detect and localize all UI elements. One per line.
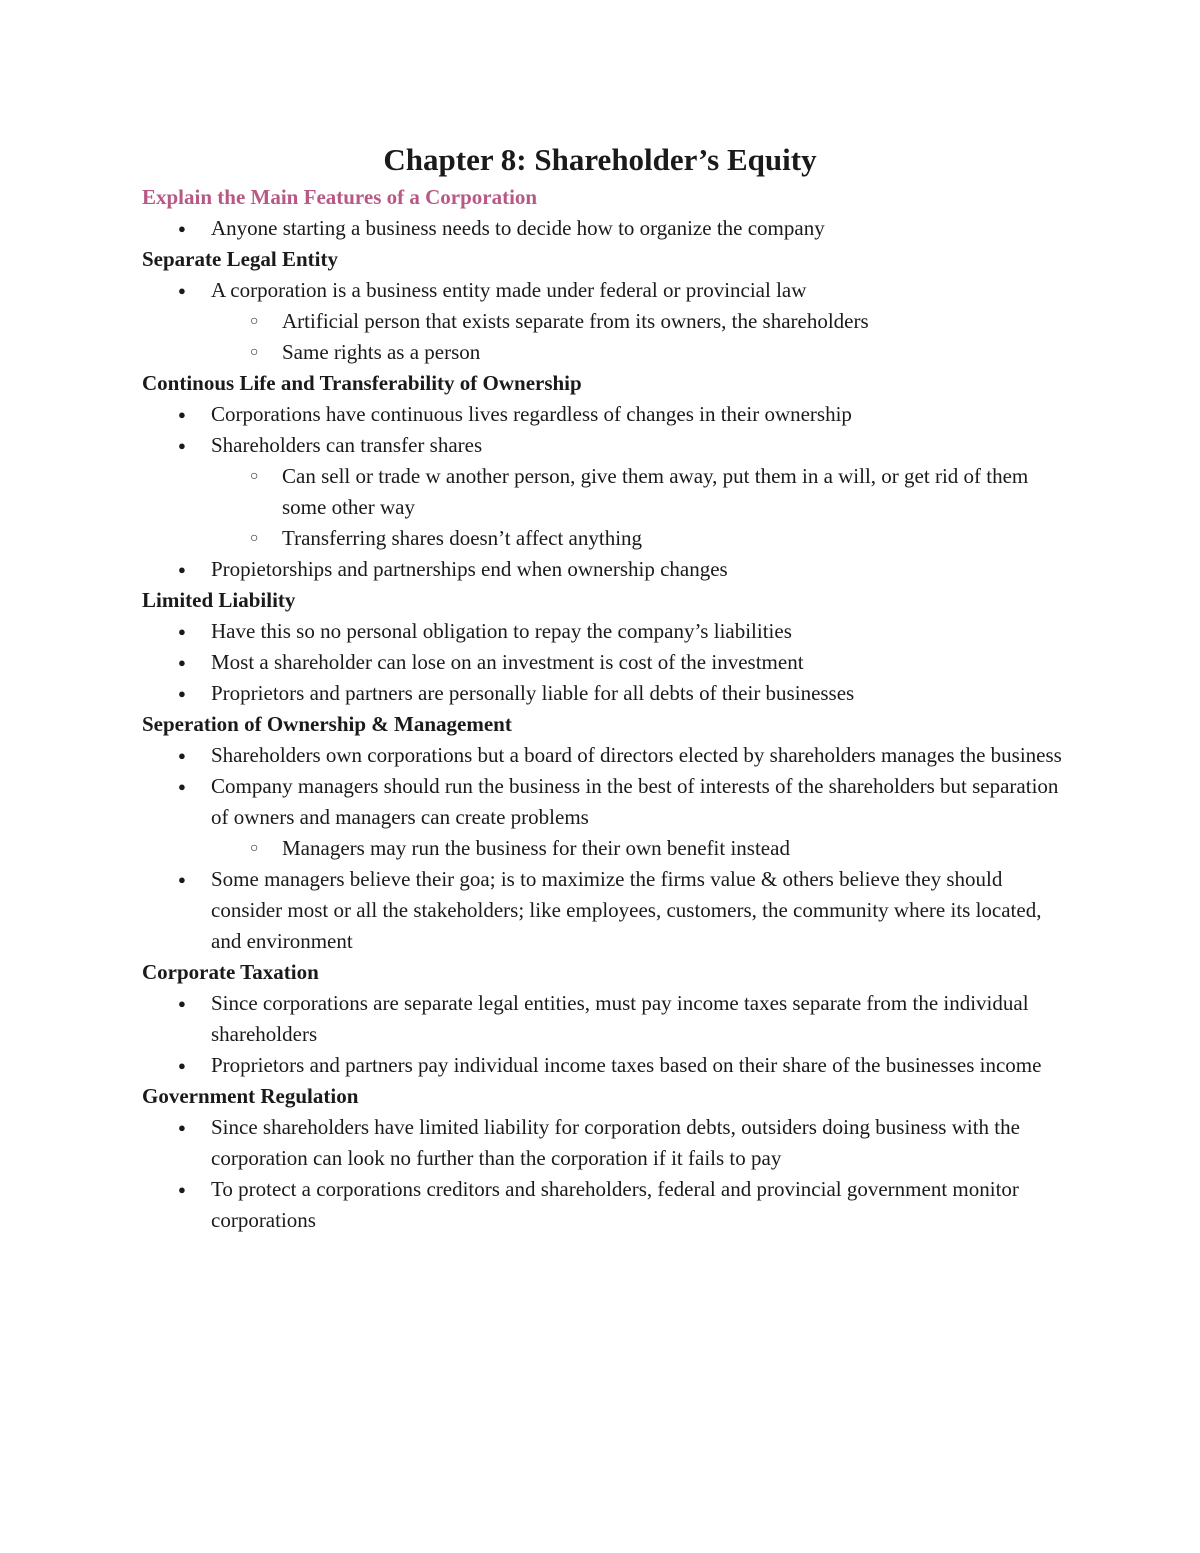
document-body [142,182,1067,1236]
bullet-icon: ● [178,407,186,422]
bullet-icon: ● [178,1120,186,1135]
list-item [142,616,1067,647]
list-item-text: Some managers believe their goa; is to maximize the firms value & others believe they should consider most or all the stakeholders; like employees, customers, the community where its located, and environment [211,867,1042,953]
bullet-icon: ● [178,779,186,794]
list-item-text: Shareholders can transfer shares [211,433,483,457]
list-item [142,864,1067,957]
bullet-icon: ● [178,1182,186,1197]
list-item-text: Proprietors and partners pay individual income taxes based on their share of the businesses income [211,1053,1042,1077]
list-item-text: Shareholders own corporations but a board of directors elected by shareholders manages the business [211,743,1062,767]
sub-list-item [142,523,1067,554]
sub-list-item-text: Artificial person that exists separate from its owners, the shareholders [282,309,869,333]
list-item-text: Since corporations are separate legal entities, must pay income taxes separate from the individual shareholders [211,991,1029,1046]
bullet-list [142,1112,1067,1236]
section-heading: Limited Liability [142,588,296,612]
hollow-bullet-icon: ○ [250,314,259,329]
bullet-list [142,740,1067,957]
list-item-text: To protect a corporations creditors and shareholders, federal and provincial government monitor corporations [211,1177,1019,1232]
list-item [142,1112,1067,1174]
bullet-list [142,616,1067,709]
sub-list-item-text: Managers may run the business for their own benefit instead [282,836,790,860]
list-item [142,399,1067,430]
bullet-icon: ● [178,996,186,1011]
list-item-text: Propietorships and partnerships end when ownership changes [211,557,728,581]
list-item [142,771,1067,833]
sub-list-item [142,461,1067,523]
bullet-list [142,988,1067,1081]
list-item [142,647,1067,678]
bullet-icon: ● [178,686,186,701]
bullet-icon: ● [178,562,186,577]
list-item [142,1050,1067,1081]
page-title: Chapter 8: Shareholder’s Equity [383,142,817,177]
list-item-text: Since shareholders have limited liability for corporation debts, outsiders doing business with the corporation can look no further than the corporation if it fails to pay [211,1115,1020,1170]
bullet-icon: ● [178,655,186,670]
list-item [142,275,1067,306]
bullet-list [142,213,1067,244]
bullet-icon: ● [178,748,186,763]
list-item [142,740,1067,771]
sub-list-item-text: Same rights as a person [282,340,481,364]
list-item [142,1174,1067,1236]
bullet-icon: ● [178,283,186,298]
list-item-text: Anyone starting a business needs to decide how to organize the company [211,216,825,240]
list-item [142,988,1067,1050]
list-item-text: Have this so no personal obligation to repay the company’s liabilities [211,619,792,643]
hollow-bullet-icon: ○ [250,531,259,546]
sub-list-item [142,833,1067,864]
bullet-icon: ● [178,1058,186,1073]
hollow-bullet-icon: ○ [250,345,259,360]
list-item [142,430,1067,461]
hollow-bullet-icon: ○ [250,469,259,484]
bullet-icon: ● [178,438,186,453]
bullet-icon: ● [178,872,186,887]
list-item-text: A corporation is a business entity made under federal or provincial law [211,278,807,302]
bullet-icon: ● [178,624,186,639]
sub-list-item [142,306,1067,337]
list-item-text: Most a shareholder can lose on an investment is cost of the investment [211,650,804,674]
list-item [142,554,1067,585]
hollow-bullet-icon: ○ [250,841,259,856]
section-heading: Seperation of Ownership & Management [142,712,512,736]
section-heading: Explain the Main Features of a Corporation [142,185,538,209]
list-item-text: Company managers should run the business in the best of interests of the shareholders but separation of owners and managers can create problems [211,774,1059,829]
list-item [142,678,1067,709]
sub-list-item-text: Can sell or trade w another person, give them away, put them in a will, or get rid of them some other way [282,464,1029,519]
section-heading: Separate Legal Entity [142,247,338,271]
section-heading: Government Regulation [142,1084,359,1108]
bullet-list [142,275,1067,368]
section-heading: Corporate Taxation [142,960,319,984]
list-item [142,213,1067,244]
list-item-text: Proprietors and partners are personally liable for all debts of their businesses [211,681,855,705]
bullet-list [142,399,1067,585]
sub-list-item-text: Transferring shares doesn’t affect anything [282,526,643,550]
bullet-icon: ● [178,221,186,236]
list-item-text: Corporations have continuous lives regardless of changes in their ownership [211,402,852,426]
sub-list-item [142,337,1067,368]
section-heading: Continous Life and Transferability of Ownership [142,371,582,395]
